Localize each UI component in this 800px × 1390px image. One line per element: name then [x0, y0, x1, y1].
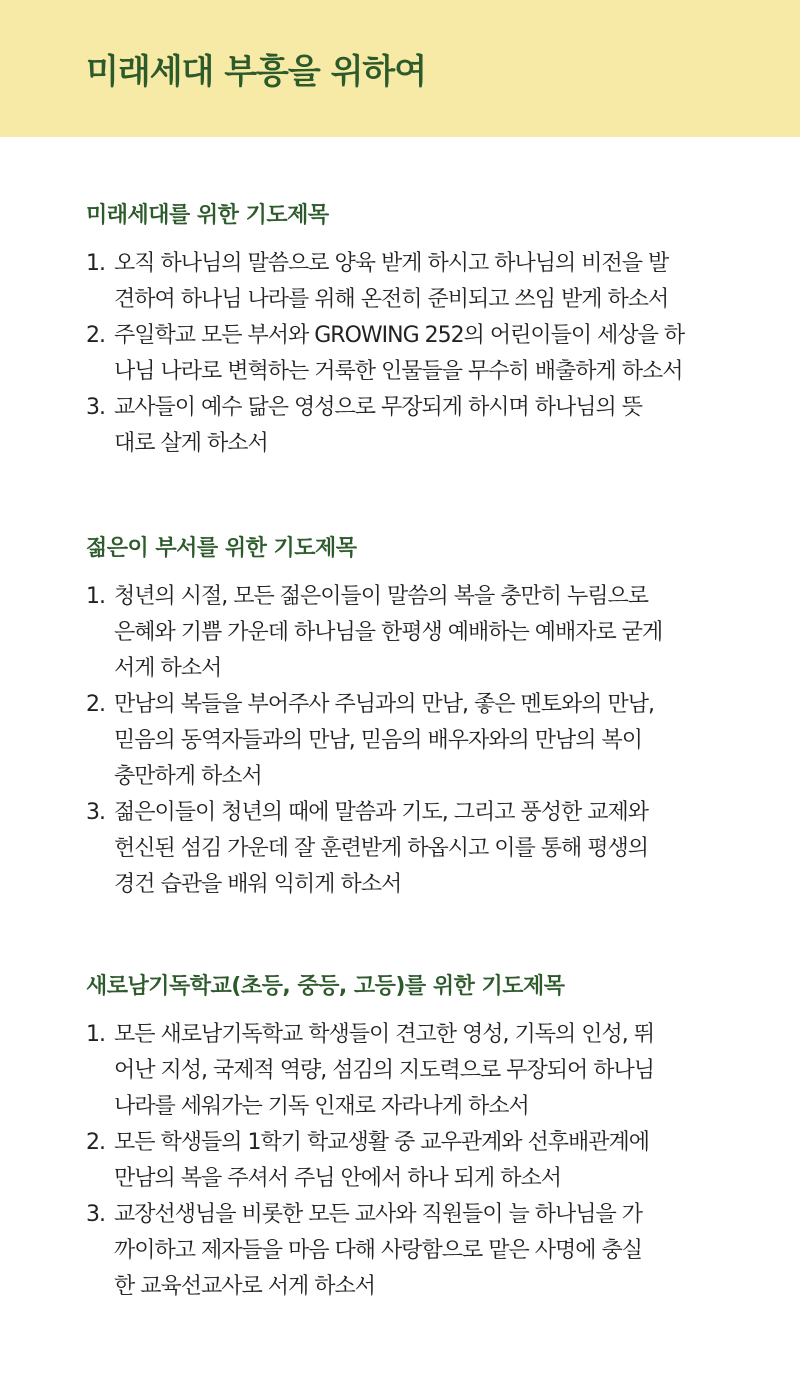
item-line: 모든 학생들의 1학기 학교생활 중 교우관계와 선후배관계에	[114, 1130, 650, 1155]
item-line: 서게 하소서	[114, 656, 222, 681]
item-line: 교사들이 예수 닮은 영성으로 무장되게 하시며 하나님의 뜻	[114, 395, 643, 420]
section-heading: 미래세대를 위한 기도제목	[86, 203, 329, 228]
item-line: 주일학교 모든 부서와 GROWING 252의 어린이들이 세상을 하	[114, 323, 685, 348]
list-item	[86, 246, 726, 318]
list-item	[86, 1125, 726, 1197]
item-line: 견하여 하나님 나라를 위해 온전히 준비되고 쓰임 받게 하소서	[114, 287, 669, 312]
list-item	[86, 1197, 726, 1305]
item-number: 1.	[86, 584, 105, 609]
section-heading: 새로남기독학교(초등, 중등, 고등)를 위한 기도제목	[86, 974, 565, 999]
item-line: 대로 살게 하소서	[114, 431, 268, 456]
item-line: 충만하게 하소서	[114, 764, 262, 789]
list-item	[86, 390, 726, 462]
item-line: 어난 지성, 국제적 역량, 섬김의 지도력으로 무장되어 하나님	[114, 1058, 654, 1083]
item-line: 한 교육선교사로 서게 하소서	[114, 1274, 376, 1299]
list-item	[86, 795, 726, 903]
item-line: 믿음의 동역자들과의 만남, 믿음의 배우자와의 만남의 복이	[114, 728, 643, 753]
item-number: 3.	[86, 395, 105, 420]
item-line: 나라를 세워가는 기독 인재로 자라나게 하소서	[114, 1094, 529, 1119]
page-title: 미래세대 부흥을 위하여	[86, 52, 427, 92]
section-young-adults	[86, 533, 726, 903]
section-future-generation	[86, 200, 726, 462]
list-item	[86, 579, 726, 687]
header-banner	[0, 0, 800, 137]
item-line: 헌신된 섬김 가운데 잘 훈련받게 하옵시고 이를 통해 평생의	[114, 836, 648, 861]
item-number: 2.	[86, 323, 105, 348]
list-item	[86, 318, 726, 390]
item-text	[114, 579, 726, 687]
item-number: 3.	[86, 1202, 105, 1227]
item-text	[114, 687, 726, 795]
item-text	[114, 318, 726, 390]
item-line: 만남의 복들을 부어주사 주님과의 만남, 좋은 멘토와의 만남,	[114, 692, 654, 717]
list-item	[86, 687, 726, 795]
item-line: 만남의 복을 주셔서 주님 안에서 하나 되게 하소서	[114, 1166, 561, 1191]
item-line: 모든 새로남기독학교 학생들이 견고한 영성, 기독의 인성, 뛰	[114, 1022, 654, 1047]
item-line: 오직 하나님의 말씀으로 양육 받게 하시고 하나님의 비전을 발	[114, 251, 669, 276]
item-line: 까이하고 제자들을 마음 다해 사랑함으로 맡은 사명에 충실	[114, 1238, 643, 1263]
item-line: 청년의 시절, 모든 젊은이들이 말씀의 복을 충만히 누림으로	[114, 584, 648, 609]
item-line: 나님 나라로 변혁하는 거룩한 인물들을 무수히 배출하게 하소서	[114, 359, 683, 384]
item-text	[114, 795, 726, 903]
item-line: 젊은이들이 청년의 때에 말씀과 기도, 그리고 풍성한 교제와	[114, 800, 648, 825]
list-item	[86, 1017, 726, 1125]
item-text	[114, 246, 726, 318]
item-number: 3.	[86, 800, 105, 825]
item-line: 경건 습관을 배워 익히게 하소서	[114, 872, 402, 897]
item-number: 1.	[86, 1022, 105, 1047]
section-heading: 젊은이 부서를 위한 기도제목	[86, 536, 357, 561]
item-number: 2.	[86, 692, 105, 717]
item-number: 2.	[86, 1130, 105, 1155]
item-number: 1.	[86, 251, 105, 276]
item-text	[114, 1197, 726, 1305]
item-line: 은혜와 기쁨 가운데 하나님을 한평생 예배하는 예배자로 굳게	[114, 620, 663, 645]
item-text	[114, 1017, 726, 1125]
item-text	[114, 1125, 726, 1197]
item-text	[114, 390, 726, 462]
section-christian-school	[86, 971, 726, 1305]
item-line: 교장선생님을 비롯한 모든 교사와 직원들이 늘 하나님을 가	[114, 1202, 643, 1227]
